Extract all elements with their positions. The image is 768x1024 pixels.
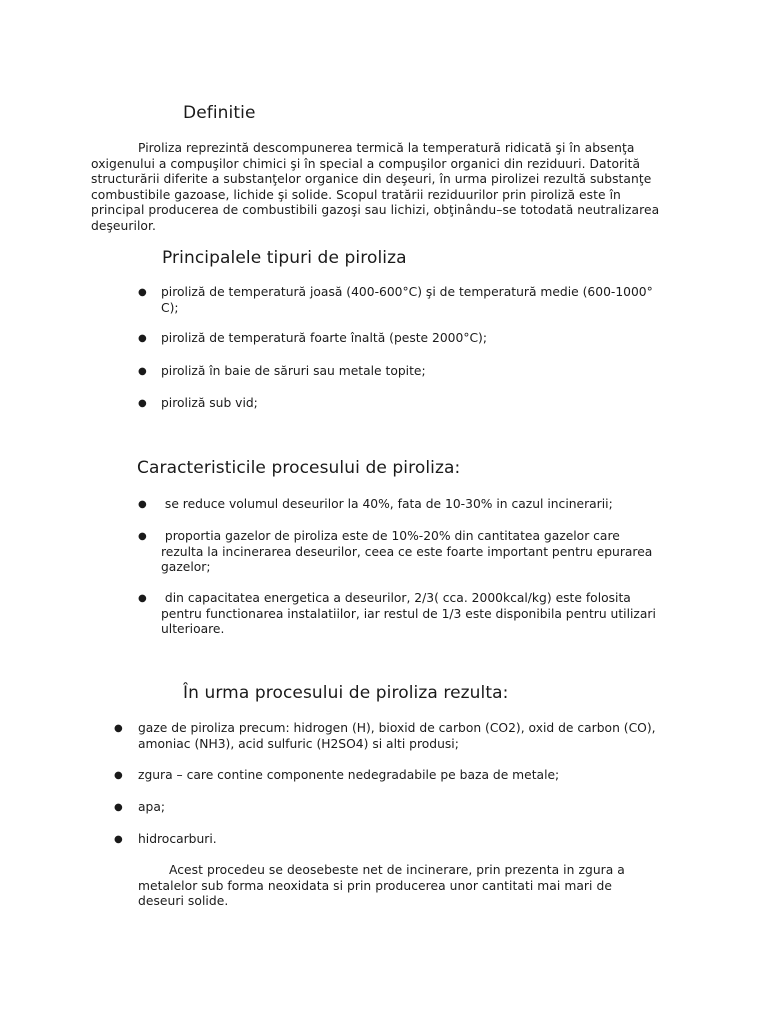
- list-item: se reduce volumul deseurilor la 40%, fata de 10-30% in cazul incinerarii;: [161, 497, 613, 511]
- list-item: piroliză în baie de săruri sau metale topite;: [161, 364, 426, 378]
- list-item: piroliză de temperatură joasă (400-600°C) şi de temperatură medie (600-1000° C);: [161, 285, 653, 315]
- bullet-icon: ●: [114, 802, 123, 813]
- list-item: gaze de piroliza precum: hidrogen (H), bioxid de carbon (CO2), oxid de carbon (CO), amoniac (NH3), acid sulfuric (H2SO4) si alti produsi;: [138, 721, 656, 751]
- bullet-icon: ●: [114, 834, 123, 845]
- list-item: apa;: [138, 800, 166, 814]
- bullet-icon: ●: [138, 366, 147, 377]
- bullet-icon: ●: [138, 531, 147, 542]
- list-item: hidrocarburi.: [138, 832, 217, 846]
- list-item: piroliză sub vid;: [161, 396, 258, 410]
- definition-paragraph: Piroliza reprezintă descompunerea termică la temperatură ridicată şi în absenţa oxigenului a compuşilor chimici şi în special a compuşilor organici din reziduuri. Datorită structurării diferite a substanţelor organice din deşeuri, în urma pirolizei rezultă substanţe combustibile gazoase, lichide şi solide. Scopul tratării reziduurilor prin piroliză este în principal producerea de combustibili gazoşi sau lichizi, obţinându–se totodată neutralizarea deşeurilor.: [91, 141, 660, 233]
- list-item: din capacitatea energetica a deseurilor, 2/3( cca. 2000kcal/kg) este folosita pentru functionarea instalatiilor, iar restul de 1/3 este disponibila pentru utilizari ulterioare.: [161, 591, 660, 636]
- bullet-icon: ●: [138, 287, 147, 298]
- section-title-caracteristici: Caracteristicile procesului de piroliza:: [137, 458, 461, 478]
- bullet-icon: ●: [138, 499, 147, 510]
- list-item: piroliză de temperatură foarte înaltă (peste 2000°C);: [161, 331, 487, 345]
- section-title-rezulta: În urma procesului de piroliza rezulta:: [183, 683, 509, 703]
- closing-paragraph: Acest procedeu se deosebeste net de incinerare, prin prezenta in zgura a metalelor sub forma neoxidata si prin producerea unor cantitati mai mari de deseuri solide.: [138, 863, 625, 908]
- bullet-icon: ●: [138, 593, 147, 604]
- list-item: proportia gazelor de piroliza este de 10%-20% din cantitatea gazelor care rezulta la incinerarea deseurilor, ceea ce este foarte important pentru epurarea gazelor;: [161, 529, 657, 574]
- bullet-icon: ●: [138, 398, 147, 409]
- list-item: zgura – care contine componente nedegradabile pe baza de metale;: [138, 768, 560, 782]
- bullet-icon: ●: [114, 723, 123, 734]
- bullet-icon: ●: [114, 770, 123, 781]
- bullet-icon: ●: [138, 333, 147, 344]
- section-title-definitie: Definitie: [183, 103, 256, 123]
- section-title-tipuri: Principalele tipuri de piroliza: [162, 248, 407, 268]
